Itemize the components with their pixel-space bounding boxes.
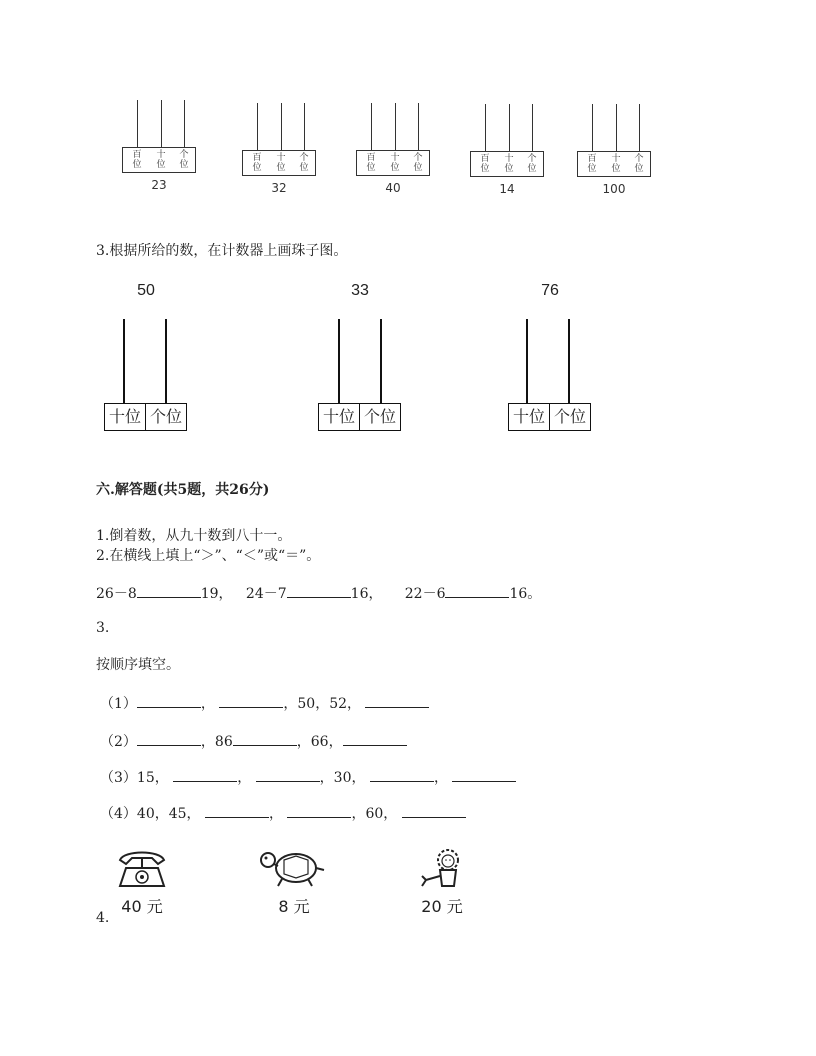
abacus-number: 100 [602,182,626,196]
ones-label: 个 位 [413,153,423,173]
answer-blank[interactable] [137,695,201,708]
abacus-number: 23 [151,178,167,192]
answer-blank[interactable] [445,585,509,598]
abacus-40 [356,103,436,203]
q3-number: 3. [96,620,110,636]
hundreds-label: 百 位 [132,150,142,170]
place-box [122,147,196,173]
counter-33 [318,282,418,432]
answer-blank[interactable] [173,769,237,782]
ones-rod [568,319,570,404]
answer-blank[interactable] [343,733,407,746]
abacus-number: 32 [271,181,287,195]
hundreds-rod [371,103,372,151]
q2-right-2: 16， [350,586,383,602]
answer-blank[interactable] [402,805,466,818]
tens-rod [338,319,340,404]
ones-box: 个位 [359,403,401,431]
tens-label: 十 位 [390,153,400,173]
ones-box: 个位 [145,403,187,431]
seq-text: ， [237,770,252,786]
doll-icon [414,846,470,890]
place-box [470,151,544,177]
abacus-number: 14 [499,182,515,196]
tens-rod [123,319,125,404]
abacus-32 [242,103,322,203]
q3-instruction: 按顺序填空。 [96,657,180,673]
item-turtle [256,846,332,917]
tens-box: 十位 [318,403,360,431]
ones-label: 个 位 [634,154,644,174]
seq-row-3 [100,767,516,787]
answer-blank[interactable] [287,585,351,598]
place-box [577,151,651,177]
ones-rod [380,319,382,404]
seq-row-2 [100,731,407,751]
tens-rod [616,104,617,152]
tens-label: 十 位 [504,154,514,174]
abacus-14 [470,104,550,204]
q2-left-2: 24－7 [245,586,287,602]
counter-50 [104,282,204,432]
price-label: 40 元 [121,897,163,916]
seq-text: ，60， [351,806,398,822]
q2-row [96,583,541,603]
hundreds-label: 百 位 [480,154,490,174]
seq-row-4 [100,803,466,823]
hundreds-rod [257,103,258,151]
seq-text: 40，45， [136,806,201,822]
ones-rod [304,103,305,151]
hundreds-rod [485,104,486,152]
q2-left-1: 26－8 [96,586,137,602]
ones-rod [184,100,185,148]
tens-label: 十 位 [276,153,286,173]
seq-row-1 [100,693,429,713]
ones-label: 个 位 [527,154,537,174]
item-telephone [110,846,174,917]
turtle-icon [258,846,330,890]
tens-label: 十 位 [611,154,621,174]
abacus-23 [122,100,202,200]
ones-rod [532,104,533,152]
price-label: 20 元 [421,897,463,916]
tens-rod [161,100,162,148]
tens-label: 十 位 [156,150,166,170]
answer-blank[interactable] [365,695,429,708]
counter-76 [508,282,608,432]
q4-number: 4. [96,910,110,926]
q1-text: 1.倒着数，从九十数到八十一。 [96,528,292,544]
hundreds-label: 百 位 [587,154,597,174]
q2-text: 2.在横线上填上“＞”、“＜”或“＝”。 [96,548,321,564]
tens-box: 十位 [104,403,146,431]
seq-text: ，66， [296,734,343,750]
ones-label: 个 位 [179,150,189,170]
place-box [356,150,430,176]
tens-rod [526,319,528,404]
ones-label: 个 位 [299,153,309,173]
answer-blank[interactable] [233,733,297,746]
seq-text: ，50，52， [283,696,362,712]
hundreds-label: 百 位 [366,153,376,173]
answer-blank[interactable] [137,585,201,598]
hundreds-rod [137,100,138,148]
answer-blank[interactable] [370,769,434,782]
hundreds-rod [592,104,593,152]
q2-left-3: 22－6 [404,586,446,602]
ones-box: 个位 [549,403,591,431]
seq-text: 15， [136,770,169,786]
abacus-100 [577,104,657,204]
ones-rod [418,103,419,151]
seq-text: ， [200,696,215,712]
tens-rod [509,104,510,152]
seq-text: ， [433,770,448,786]
answer-blank[interactable] [452,769,516,782]
abacus-number: 40 [385,181,401,195]
place-box [242,150,316,176]
telephone-icon [114,846,170,890]
item-doll [412,846,472,917]
tens-rod [281,103,282,151]
seq-label: （4） [100,806,137,822]
answer-blank[interactable] [256,769,320,782]
answer-blank[interactable] [205,805,269,818]
ones-rod [165,319,167,404]
seq-label: （1） [100,696,137,712]
answer-blank[interactable] [137,733,201,746]
seq-text: ，86 [200,734,233,750]
answer-blank[interactable] [287,805,351,818]
counter-number: 76 [541,282,559,299]
tens-box: 十位 [508,403,550,431]
counter-number: 50 [137,282,155,299]
section-heading: 六.解答题(共5题，共26分) [96,482,270,498]
counter-number: 33 [351,282,369,299]
q3-prompt: 3.根据所给的数，在计数器上画珠子图。 [96,243,348,259]
seq-text: ， [269,806,284,822]
seq-text: ，30， [319,770,366,786]
q2-right-1: 19， [200,586,233,602]
answer-blank[interactable] [219,695,283,708]
price-label: 8 元 [278,897,310,916]
seq-label: （3） [100,770,137,786]
tens-rod [395,103,396,151]
ones-rod [639,104,640,152]
seq-label: （2） [100,734,137,750]
q2-right-3: 16。 [509,586,542,602]
hundreds-label: 百 位 [252,153,262,173]
